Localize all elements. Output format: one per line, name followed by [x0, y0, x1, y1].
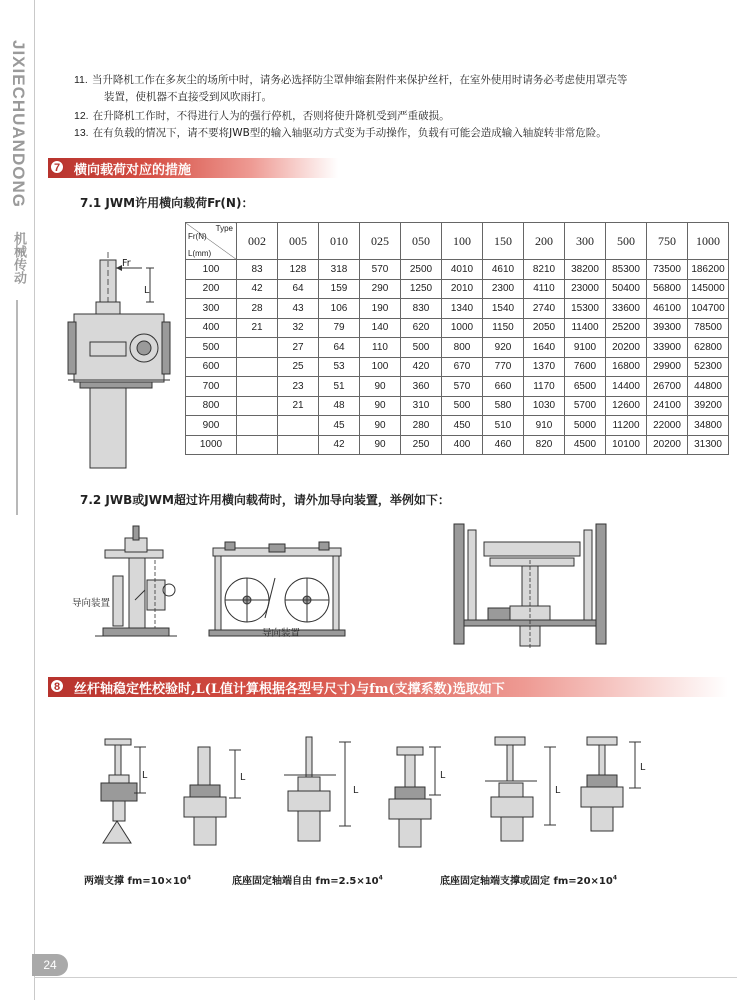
subheading-7-2: 7.2 JWB或JWM超过许用横向载荷时，请外加导向装置，举例如下： [80, 493, 450, 507]
length-cell: 700 [186, 377, 237, 397]
load-value-cell: 2740 [524, 299, 565, 319]
l-mark-3: L [353, 785, 359, 796]
caption-text: 两端支撑 fm=10×10 [84, 876, 187, 887]
type-header: 750 [647, 223, 688, 260]
type-header: 100 [442, 223, 483, 260]
load-value-cell: 6500 [565, 377, 606, 397]
subheading-7-1: 7.1 JWM许用横向载荷Fr(N)： [80, 196, 254, 210]
load-value-cell: 90 [360, 416, 401, 436]
load-value-cell: 420 [401, 357, 442, 377]
load-value-cell: 140 [360, 318, 401, 338]
load-value-cell: 16800 [606, 357, 647, 377]
load-value-cell: 20200 [606, 338, 647, 358]
load-value-cell: 10100 [606, 435, 647, 455]
sidebar [0, 0, 35, 1000]
note-11 [74, 72, 714, 106]
note-text: 在升降机工作时，不得进行人为的强行停机，否则将使升降机受到严重破损。 [92, 110, 450, 122]
load-value-cell: 110 [360, 338, 401, 358]
guide-device-label-middle: 导向装置 [262, 628, 301, 639]
load-value-cell: 26700 [647, 377, 688, 397]
table-row [186, 318, 729, 338]
caption-exponent: 4 [186, 874, 192, 882]
table-header-row [186, 223, 729, 260]
load-value-cell: 11200 [606, 416, 647, 436]
load-value-cell: 280 [401, 416, 442, 436]
load-value-cell: 7600 [565, 357, 606, 377]
load-value-cell: 21 [237, 318, 278, 338]
guide-device-illustration-3 [450, 520, 610, 655]
load-value-cell: 770 [483, 357, 524, 377]
load-value-cell: 5000 [565, 416, 606, 436]
load-value-cell: 44800 [688, 377, 729, 397]
load-value-cell: 500 [401, 338, 442, 358]
load-value-cell [237, 435, 278, 455]
load-value-cell: 500 [442, 396, 483, 416]
length-cell: 600 [186, 357, 237, 377]
load-value-cell: 48 [319, 396, 360, 416]
load-value-cell: 1340 [442, 299, 483, 319]
section-8-number: 8 [50, 679, 64, 693]
type-header: 025 [360, 223, 401, 260]
section-7-title: 横向载荷对应的措施 [74, 163, 192, 178]
note-continuation: 装置，使机器不直接受到风吹雨打。 [104, 91, 272, 103]
load-value-cell: 100 [360, 357, 401, 377]
table-row [186, 377, 729, 397]
load-value-cell: 1000 [442, 318, 483, 338]
load-value-cell: 43 [278, 299, 319, 319]
load-value-cell: 33600 [606, 299, 647, 319]
load-value-cell: 53 [319, 357, 360, 377]
l-mark-2: L [240, 772, 246, 783]
load-value-cell: 400 [442, 435, 483, 455]
guide-device-label-left: 导向装置 [72, 598, 111, 609]
length-cell: 100 [186, 260, 237, 280]
load-value-cell: 28 [237, 299, 278, 319]
load-value-cell: 79 [319, 318, 360, 338]
l-dimension-mark-5 [540, 745, 565, 830]
l-mark-5: L [555, 785, 561, 796]
load-value-cell: 25 [278, 357, 319, 377]
load-value-cell: 83 [237, 260, 278, 280]
load-value-cell: 14400 [606, 377, 647, 397]
load-value-cell: 62800 [688, 338, 729, 358]
load-value-cell: 1370 [524, 357, 565, 377]
table-row [186, 416, 729, 436]
load-value-cell: 2010 [442, 279, 483, 299]
load-value-cell: 4010 [442, 260, 483, 280]
length-cell: 900 [186, 416, 237, 436]
length-cell: 200 [186, 279, 237, 299]
lateral-load-table [185, 222, 729, 455]
load-value-cell: 38200 [565, 260, 606, 280]
caption-exponent: 4 [612, 874, 618, 882]
note-text: 在有负载的情况下，请不要将JWB型的输入轴驱动方式变为手动操作，负载有可能会造成输入轴旋转非常危险。 [92, 127, 607, 139]
table-row [186, 435, 729, 455]
corner-l-label: L(mm) [188, 249, 212, 258]
load-value-cell: 1540 [483, 299, 524, 319]
load-value-cell: 1150 [483, 318, 524, 338]
caption-text: 底座固定轴端自由 fm=2.5×10 [232, 876, 379, 887]
load-value-cell: 1250 [401, 279, 442, 299]
section-7-header [48, 158, 338, 178]
load-value-cell: 190 [360, 299, 401, 319]
support-free-end-diagram-2 [280, 735, 340, 845]
sidebar-brand: JIXIECHUANDONG [9, 40, 28, 208]
load-value-cell: 31300 [688, 435, 729, 455]
load-value-cell: 318 [319, 260, 360, 280]
type-header: 005 [278, 223, 319, 260]
load-value-cell: 42 [319, 435, 360, 455]
load-value-cell: 56800 [647, 279, 688, 299]
load-value-cell: 34800 [688, 416, 729, 436]
load-value-cell: 51 [319, 377, 360, 397]
note-13 [74, 125, 714, 142]
load-value-cell: 39200 [688, 396, 729, 416]
load-value-cell: 670 [442, 357, 483, 377]
load-value-cell: 1640 [524, 338, 565, 358]
load-value-cell: 50400 [606, 279, 647, 299]
load-value-cell: 33900 [647, 338, 688, 358]
load-value-cell: 460 [483, 435, 524, 455]
support-fixed-end-diagram-2 [485, 735, 540, 845]
load-value-cell [237, 338, 278, 358]
load-value-cell: 12600 [606, 396, 647, 416]
load-value-cell: 15300 [565, 299, 606, 319]
load-value-cell: 23 [278, 377, 319, 397]
corner-fr-label: Fr(N) [188, 232, 207, 241]
l-dimension-mark-2 [225, 748, 250, 803]
page-bottom-rule [34, 977, 737, 978]
load-value-cell: 104700 [688, 299, 729, 319]
load-value-cell: 64 [278, 279, 319, 299]
load-value-cell: 21 [278, 396, 319, 416]
caption-exponent: 4 [378, 874, 383, 882]
guide-device-illustration-2 [205, 538, 350, 638]
load-value-cell: 2050 [524, 318, 565, 338]
type-header: 002 [237, 223, 278, 260]
load-value-cell: 830 [401, 299, 442, 319]
table-row [186, 338, 729, 358]
load-value-cell: 24100 [647, 396, 688, 416]
length-cell: 800 [186, 396, 237, 416]
caption-text: 底座固定轴端支撑或固定 fm=20×10 [440, 876, 613, 887]
load-value-cell: 250 [401, 435, 442, 455]
table-row [186, 357, 729, 377]
load-value-cell: 186200 [688, 260, 729, 280]
load-value-cell: 22000 [647, 416, 688, 436]
length-cell: 1000 [186, 435, 237, 455]
length-cell: 300 [186, 299, 237, 319]
load-value-cell: 310 [401, 396, 442, 416]
load-value-cell: 159 [319, 279, 360, 299]
load-value-cell: 46100 [647, 299, 688, 319]
corner-type-label: Type [215, 224, 233, 233]
section-8-header [48, 677, 728, 697]
load-value-cell: 4500 [565, 435, 606, 455]
load-value-cell: 78500 [688, 318, 729, 338]
page-number: 24 [32, 954, 68, 976]
load-value-cell: 4110 [524, 279, 565, 299]
load-value-cell: 128 [278, 260, 319, 280]
table-body [186, 260, 729, 455]
l-label: L [144, 285, 150, 296]
load-value-cell: 910 [524, 416, 565, 436]
load-value-cell: 290 [360, 279, 401, 299]
type-header: 200 [524, 223, 565, 260]
load-value-cell: 450 [442, 416, 483, 436]
load-value-cell: 1030 [524, 396, 565, 416]
load-value-cell: 11400 [565, 318, 606, 338]
load-value-cell: 64 [319, 338, 360, 358]
load-value-cell: 29900 [647, 357, 688, 377]
load-value-cell: 1170 [524, 377, 565, 397]
load-value-cell: 5700 [565, 396, 606, 416]
load-value-cell: 20200 [647, 435, 688, 455]
load-value-cell: 8210 [524, 260, 565, 280]
table-row [186, 279, 729, 299]
support-free-end-diagram-1 [180, 745, 230, 850]
load-value-cell: 570 [442, 377, 483, 397]
fr-label: Fr [122, 258, 131, 269]
load-value-cell: 580 [483, 396, 524, 416]
sidebar-rule [16, 300, 18, 515]
load-value-cell: 73500 [647, 260, 688, 280]
jack-lateral-load-diagram [60, 250, 185, 475]
type-header: 300 [565, 223, 606, 260]
note-text: 当升降机工作在多灰尘的场所中时，请务必选择防尘罩伸缩套附件来保护丝杆，在室外使用时请务必考虑使用罩壳等 [91, 74, 628, 86]
load-value-cell: 145000 [688, 279, 729, 299]
note-number: 11. [74, 74, 88, 86]
note-number: 13. [74, 127, 89, 139]
note-12 [74, 108, 714, 125]
load-value-cell: 85300 [606, 260, 647, 280]
type-header: 050 [401, 223, 442, 260]
l-mark-4: L [440, 770, 446, 781]
load-value-cell [237, 377, 278, 397]
load-value-cell: 360 [401, 377, 442, 397]
load-value-cell: 9100 [565, 338, 606, 358]
load-value-cell: 820 [524, 435, 565, 455]
table-row [186, 299, 729, 319]
length-cell: 500 [186, 338, 237, 358]
load-value-cell: 52300 [688, 357, 729, 377]
section-7-number: 7 [50, 160, 64, 174]
load-value-cell: 800 [442, 338, 483, 358]
l-dimension-mark-6 [625, 740, 650, 792]
length-cell: 400 [186, 318, 237, 338]
table-row [186, 260, 729, 280]
load-value-cell: 920 [483, 338, 524, 358]
table-row [186, 396, 729, 416]
load-value-cell: 32 [278, 318, 319, 338]
load-value-cell: 570 [360, 260, 401, 280]
l-mark-6: L [640, 762, 646, 773]
caption-fixed-end [440, 872, 617, 887]
type-header: 1000 [688, 223, 729, 260]
sidebar-brand-cn: 机械传动 [11, 232, 26, 284]
load-value-cell: 510 [483, 416, 524, 436]
type-header: 150 [483, 223, 524, 260]
load-value-cell: 620 [401, 318, 442, 338]
load-value-cell: 660 [483, 377, 524, 397]
load-value-cell: 90 [360, 435, 401, 455]
guide-device-illustration-1 [95, 520, 190, 645]
load-value-cell: 90 [360, 396, 401, 416]
l-mark-1: L [142, 770, 148, 781]
caption-free-end [232, 872, 383, 887]
load-value-cell: 2500 [401, 260, 442, 280]
load-value-cell: 42 [237, 279, 278, 299]
load-value-cell [237, 396, 278, 416]
section-8-title: 丝杆轴稳定性校验时,L(L值计算根据各型号尺寸)与fm(支撑系数)选取如下 [74, 682, 505, 697]
load-value-cell [278, 416, 319, 436]
type-header: 010 [319, 223, 360, 260]
load-value-cell: 25200 [606, 318, 647, 338]
load-value-cell: 45 [319, 416, 360, 436]
load-value-cell [278, 435, 319, 455]
load-value-cell: 4610 [483, 260, 524, 280]
l-dimension-mark-4 [425, 745, 450, 800]
load-value-cell: 23000 [565, 279, 606, 299]
table-corner-cell [186, 223, 237, 260]
load-value-cell: 90 [360, 377, 401, 397]
load-value-cell: 2300 [483, 279, 524, 299]
load-value-cell [237, 357, 278, 377]
note-number: 12. [74, 110, 89, 122]
l-dimension-mark-1 [120, 745, 160, 795]
load-value-cell: 39300 [647, 318, 688, 338]
type-header: 500 [606, 223, 647, 260]
load-value-cell: 106 [319, 299, 360, 319]
load-value-cell: 27 [278, 338, 319, 358]
caption-both-ends [84, 872, 191, 887]
load-value-cell [237, 416, 278, 436]
